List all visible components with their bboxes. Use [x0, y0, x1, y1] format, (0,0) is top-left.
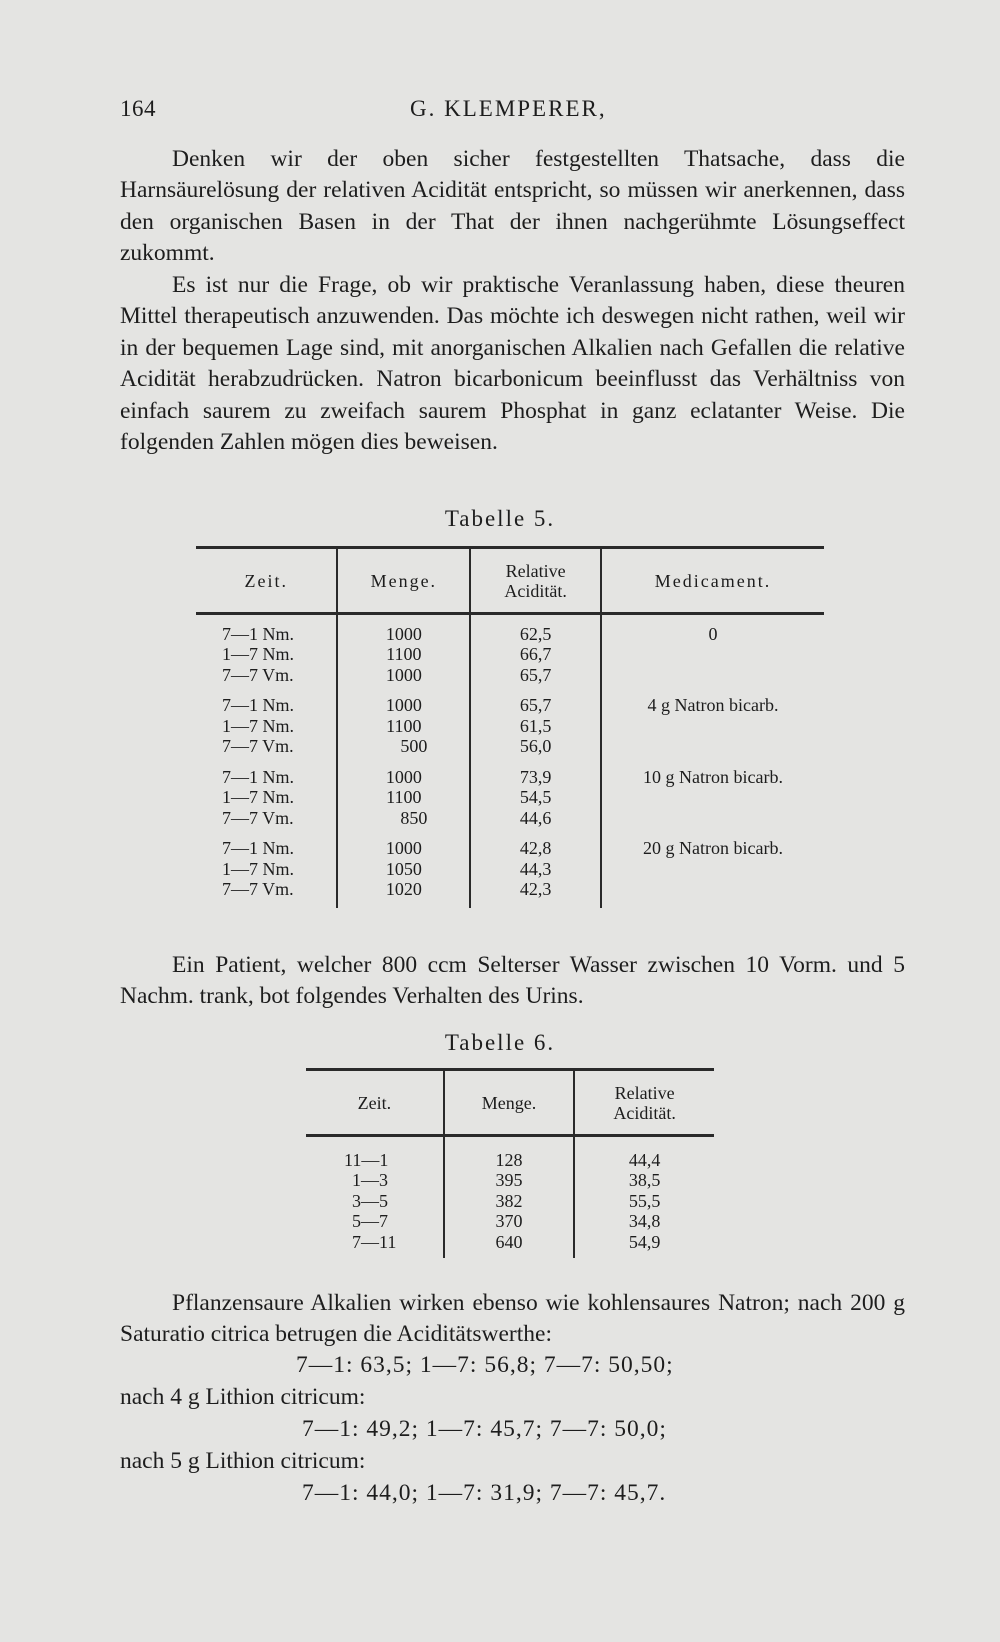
table-row: 1—7 Nm. 1100 54,5: [196, 787, 824, 808]
table6-caption: Tabelle 6.: [444, 1030, 556, 1055]
running-head-author: G. KLEMPERER,: [410, 96, 607, 121]
table-row: 7—11 640 54,9: [306, 1232, 714, 1253]
result-saturatio: 7—1: 63,5; 1—7: 56,8; 7—7: 50,50;: [296, 1352, 674, 1378]
table-row: 7—1 Nm. 1000 62,5 0: [196, 624, 824, 645]
result-lithion-5g: 7—1: 44,0; 1—7: 31,9; 7—7: 45,7.: [302, 1480, 667, 1506]
table-row: 7—7 Vm. 1000 65,7: [196, 665, 824, 686]
table5-caption: Tabelle 5.: [444, 506, 556, 531]
table-row: 5—7 370 34,8: [306, 1211, 714, 1232]
label-lithion-5g: nach 5 g Lithion citricum:: [120, 1448, 366, 1474]
label-lithion-4g: nach 4 g Lithion citricum:: [120, 1384, 366, 1410]
table5-header-relative: Relative Acidität.: [470, 548, 601, 614]
table-row: 7—1 Nm. 1000 42,8 20 g Natron bicarb.: [196, 838, 824, 859]
paragraph-1: Denken wir der oben sicher festgestellten Thatsache, dass die Harnsäurelösung der relativen Acidität entspricht, so müssen wir anerkennen, dass den organischen Basen in der That der ihnen nachgerühmte Lösungseffect zukommt.: [120, 146, 905, 267]
table-row: 3—5 382 55,5: [306, 1191, 714, 1212]
table6-header-zeit: Zeit.: [357, 1092, 392, 1113]
table5-header-menge: Menge.: [337, 548, 470, 614]
table5-header-medicament: Medicament.: [601, 548, 824, 614]
paragraph-4: Pflanzensaure Alkalien wirken ebenso wie kohlensaures Natron; nach 200 g Saturatio citrica betrugen die Aciditätswerthe:: [120, 1290, 905, 1348]
table6-header-menge: Menge.: [444, 1070, 575, 1136]
table-row: 7—1 Nm. 1000 65,7 4 g Natron bicarb.: [196, 695, 824, 716]
table-row: 7—1 Nm. 1000 73,9 10 g Natron bicarb.: [196, 767, 824, 788]
table-row: 1—3 395 38,5: [306, 1170, 714, 1191]
table-row: 11—1 128 44,4: [306, 1150, 714, 1171]
table-row: 7—7 Vm. 850 44,6: [196, 808, 824, 829]
result-lithion-4g: 7—1: 49,2; 1—7: 45,7; 7—7: 50,0;: [302, 1416, 667, 1442]
table-5: [196, 546, 824, 908]
table-row: 1—7 Nm. 1100 66,7: [196, 644, 824, 665]
table-6: [306, 1068, 714, 1258]
table-row: 1—7 Nm. 1100 61,5: [196, 716, 824, 737]
table-row: 7—7 Vm. 500 56,0: [196, 736, 824, 757]
table-row: 7—7 Vm. 1020 42,3: [196, 879, 824, 900]
paragraph-3: Ein Patient, welcher 800 ccm Selterser Wasser zwischen 10 Vorm. und 5 Nachm. trank, bot folgendes Verhalten des Urins.: [120, 952, 905, 1010]
page-number: 164: [120, 96, 156, 121]
table5-header-zeit: Zeit.: [244, 570, 288, 591]
paragraph-2: Es ist nur die Frage, ob wir praktische Veranlassung haben, diese theuren Mittel therapeutisch anzuwenden. Das möchte ich deswegen nicht rathen, weil wir in der bequemen Lage sind, mit anorganischen Alkalien nach Gefallen die relative Acidität herabzudrücken. Natron bicarbonicum beeinflusst das Verhältniss von einfach saurem zu zweifach saurem Phosphat in ganz eclatanter Weise. Die folgenden Zahlen mögen dies beweisen.: [120, 272, 905, 456]
table-row: 1—7 Nm. 1050 44,3: [196, 859, 824, 880]
table6-header-relative: Relative Acidität.: [574, 1070, 714, 1136]
